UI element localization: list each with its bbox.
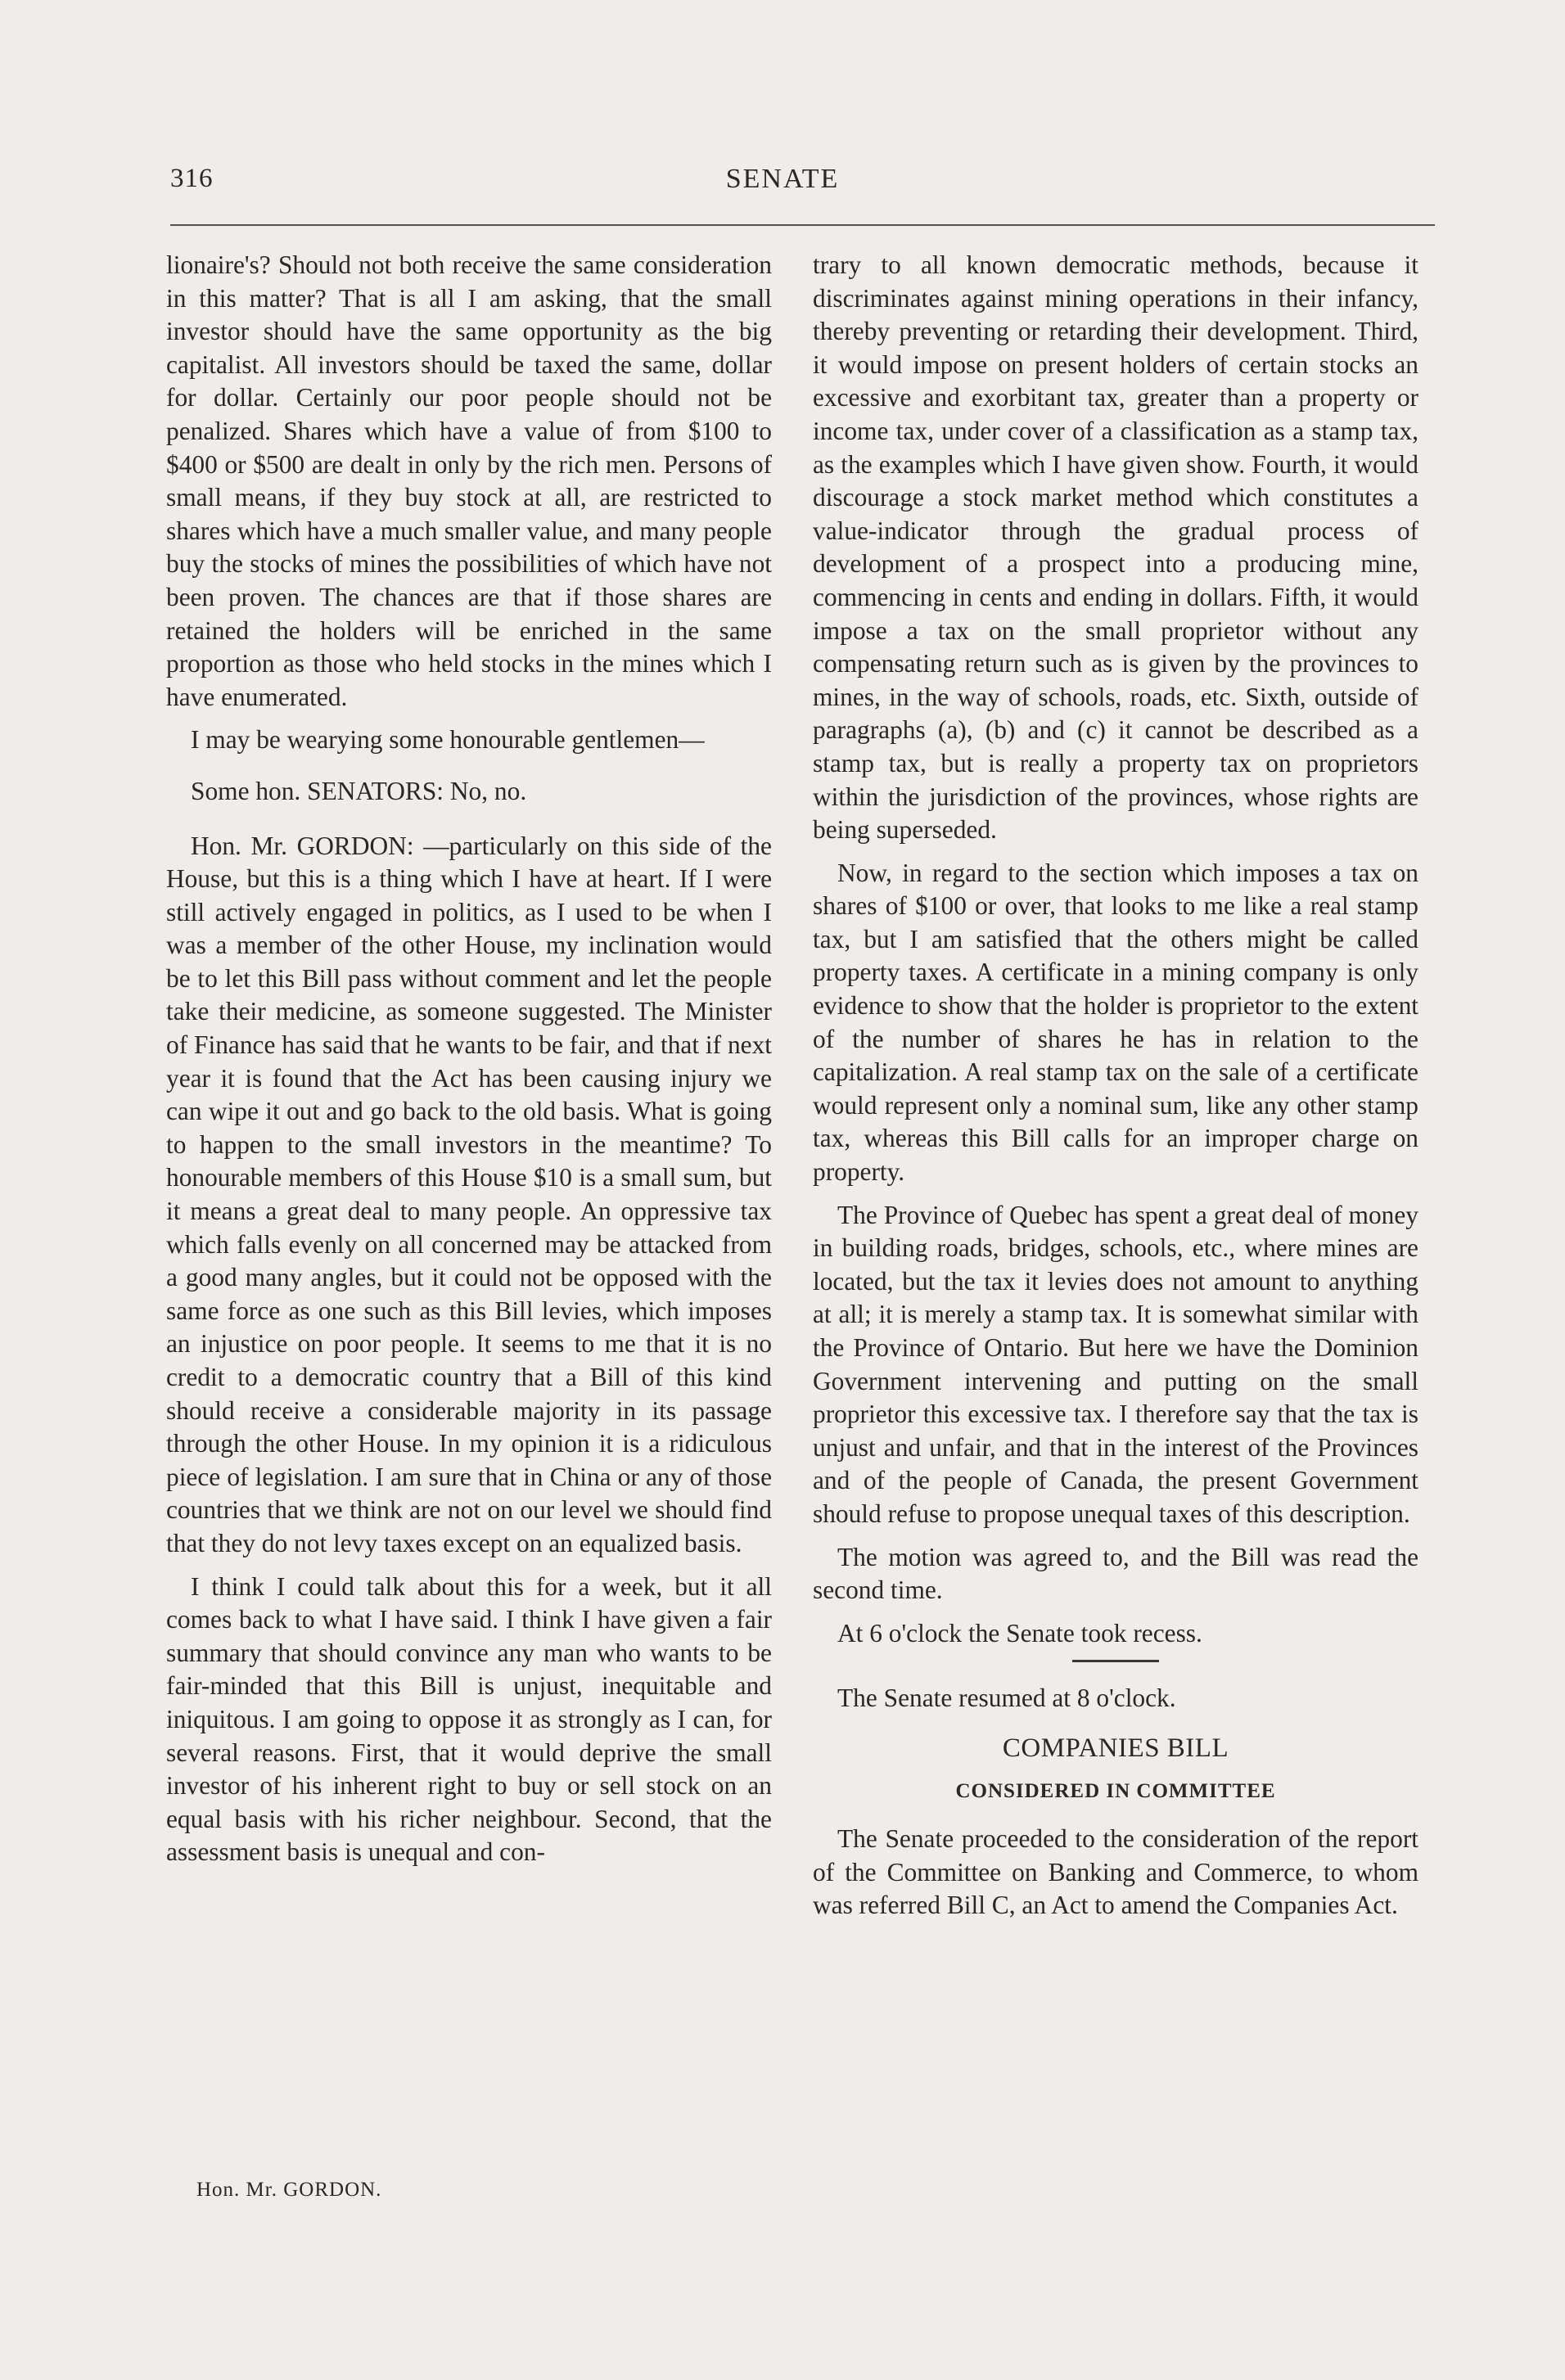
paragraph: lionaire's? Should not both receive the same consideration in this matter? That is all I am asking, that the small investor should have the same opportunity as the big capitalist. All investors should be taxed the same, dollar for dollar. Certainly our poor people should not be penalized. Shares which have a value of from $100 to $400 or $500 are dealt in only by the rich men. Persons of small means, if they buy stock at all, are restricted to shares which have a much smaller value, and many people buy the stocks of mines the possibilities of which have not been proven. The chances are that if those shares are retained the holders will be enriched in the same proportion as those who held stocks in the mines which I have enumerated. — [166, 250, 772, 711]
paragraph: I think I could talk about this for a week, but it all comes back to what I have said. I think I have given a fair summary that should convince any man who wants to be fair-minded that this Bill is unjust, inequitable and iniquitous. I am going to oppose it as strongly as I can, for several reasons. First, that it would deprive the small investor of his inherent right to buy or sell stock on an equal basis with his richer neighbour. Second, that the assessment basis is unequal and con- — [166, 1571, 772, 1867]
footer-speaker: Hon. Mr. GORDON. — [196, 2179, 382, 2201]
paragraph: I may be wearying some honourable gentlemen— — [191, 725, 705, 755]
section-divider — [1072, 1660, 1159, 1662]
paragraph: Now, in regard to the section which imposes a tax on shares of $100 or over, that looks to me like a real stamp tax, but I am satisfied that the others might be called property taxes. A certificate in a mining company is only evidence to show that the holder is proprietor to the extent of the number of shares he has in relation to the capitalization. A real stamp tax on the sale of a certificate would represent only a nominal sum, like any other stamp tax, whereas this Bill calls for an improper charge on property. — [813, 858, 1418, 1187]
running-head: SENATE — [725, 164, 840, 194]
paragraph: The Senate resumed at 8 o'clock. — [837, 1684, 1176, 1713]
left-column — [166, 249, 772, 1879]
section-subtitle: CONSIDERED IN COMMITTEE — [955, 1779, 1276, 1802]
paragraph: trary to all known democratic methods, because it discriminates against mining operations in their infancy, thereby preventing or retarding their development. Third, it would impose on present holders of certain stocks an excessive and exorbitant tax, greater than a property or income tax, under cover of a classification as a stamp tax, as the examples which I have given show. Fourth, it would discourage a stock market method which constitutes a value-indicator through the gradual process of development of a prospect into a producing mine, commencing in cents and ending in dollars. Fifth, it would impose a tax on the small proprietor without any compensating return such as is given by the provinces to mines, in the way of schools, roads, etc. Sixth, outside of paragraphs (a), (b) and (c) it cannot be described as a stamp tax, but is really a property tax on proprietors within the jurisdiction of the provinces, whose rights are being superseded. — [813, 250, 1418, 845]
header-rule — [170, 224, 1435, 226]
paragraph: Hon. Mr. GORDON: —particularly on this side of the House, but this is a thing which I have at heart. If I were still actively engaged in politics, as I used to be when I was a member of the other House, my inclination would be to let this Bill pass without comment and let the people take their medicine, as someone suggested. The Minister of Finance has said that he wants to be fair, and that if next year it is found that the Act has been causing injury we can wipe it out and go back to the old basis. What is going to happen to the small investors in the meantime? To honourable members of this House $10 is a small sum, but it means a great deal to many people. An oppressive tax which falls evenly on all concerned may be attacked from a good many angles, but it could not be opposed with the same force as one such as this Bill levies, which imposes an injustice on poor people. It seems to me that it is no credit to a democratic country that a Bill of this kind should receive a considerable majority in its passage through the other House. In my opinion it is a ridiculous piece of legislation. I am sure that in China or any of those countries that we think are not on our level we should find that they do not levy taxes except on an equalized basis. — [166, 831, 772, 1557]
page-number: 316 — [170, 164, 214, 193]
section-title: COMPANIES BILL — [1002, 1733, 1229, 1763]
right-column — [813, 249, 1418, 1932]
paragraph: The motion was agreed to, and the Bill was read the second time. — [813, 1542, 1418, 1605]
interjection: Some hon. SENATORS: No, no. — [191, 776, 527, 805]
paragraph: The Senate proceeded to the consideration of the report of the Committee on Banking and Commerce, to whom was referred Bill C, an Act to amend the Companies Act. — [813, 1824, 1418, 1920]
paragraph: At 6 o'clock the Senate took recess. — [837, 1618, 1202, 1648]
paragraph: The Province of Quebec has spent a great deal of money in building roads, bridges, schools, etc., where mines are located, but the tax it levies does not amount to anything at all; it is merely a stamp tax. It is somewhat similar with the Province of Ontario. But here we have the Dominion Government intervening and putting on the small proprietor this excessive tax. I therefore say that the tax is unjust and unfair, and that in the interest of the Provinces and of the people of Canada, the present Government should refuse to propose unequal taxes of this description. — [813, 1200, 1418, 1528]
